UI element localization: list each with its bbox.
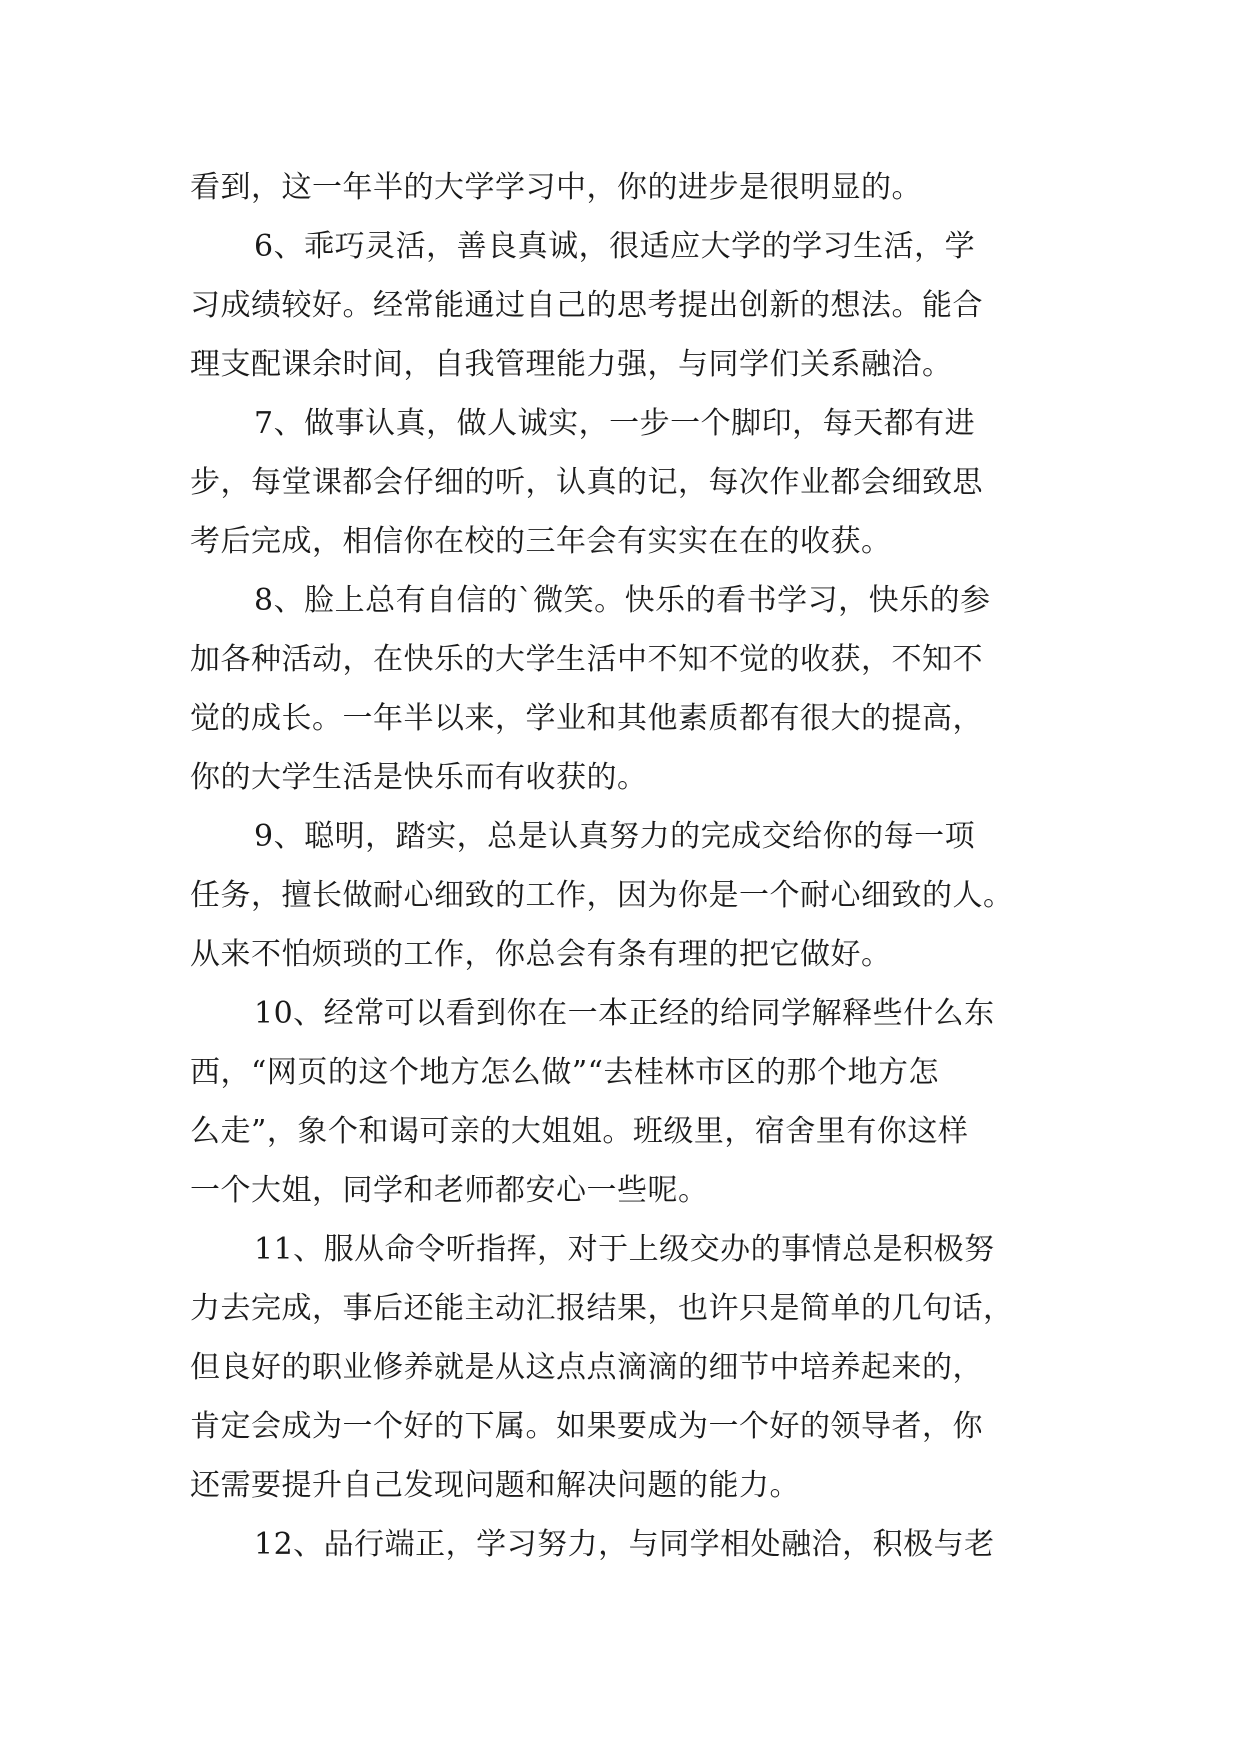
text-line: 加各种活动，在快乐的大学生活中不知不觉的收获，不知不 (190, 642, 983, 677)
text-line: 肯定会成为一个好的下属。如果要成为一个好的领导者，你 (190, 1409, 983, 1444)
text-line: 么走”，象个和谒可亲的大姐姐。班级里，宿舍里有你这样 (190, 1114, 969, 1149)
text-line: 考后完成，相信你在校的三年会有实实在在的收获。 (190, 524, 892, 559)
text-line: 理支配课余时间，自我管理能力强，与同学们关系融洽。 (190, 347, 953, 382)
text-line: 你的大学生活是快乐而有收获的。 (190, 760, 648, 795)
paragraph-start-line: 8、脸上总有自信的`微笑。快乐的看书学习，快乐的参 (254, 583, 991, 618)
document-body (190, 158, 1070, 1574)
paragraph-start-line: 9、聪明，踏实，总是认真努力的完成交给你的每一项 (254, 819, 976, 854)
paragraph-start-line: 7、做事认真，做人诚实，一步一个脚印，每天都有进 (254, 406, 976, 441)
text-line: 一个大姐，同学和老师都安心一些呢。 (190, 1173, 709, 1208)
paragraph-start-line: 11、服从命令听指挥，对于上级交办的事情总是积极努 (254, 1232, 995, 1267)
text-line: 觉的成长。一年半以来，学业和其他素质都有很大的提高， (190, 701, 983, 736)
text-line: 步，每堂课都会仔细的听，认真的记，每次作业都会细致思 (190, 465, 983, 500)
text-line: 看到，这一年半的大学学习中，你的进步是很明显的。 (190, 170, 922, 205)
text-line: 从来不怕烦琐的工作，你总会有条有理的把它做好。 (190, 937, 892, 972)
text-line: 西，“网页的这个地方怎么做”“去桂林市区的那个地方怎 (190, 1055, 940, 1090)
text-line: 但良好的职业修养就是从这点点滴滴的细节中培养起来的， (190, 1350, 983, 1385)
text-line: 力去完成，事后还能主动汇报结果，也许只是简单的几句话， (190, 1291, 1014, 1326)
paragraph-start-line: 10、经常可以看到你在一本正经的给同学解释些什么东 (254, 996, 995, 1031)
text-line: 还需要提升自己发现问题和解决问题的能力。 (190, 1468, 800, 1503)
text-line: 任务，擅长做耐心细致的工作，因为你是一个耐心细致的人。 (190, 878, 1014, 913)
text-line: 习成绩较好。经常能通过自己的思考提出创新的想法。能合 (190, 288, 983, 323)
paragraph-start-line: 12、品行端正，学习努力，与同学相处融洽，积极与老 (254, 1527, 995, 1562)
paragraph-start-line: 6、乖巧灵活，善良真诚，很适应大学的学习生活，学 (254, 229, 976, 264)
